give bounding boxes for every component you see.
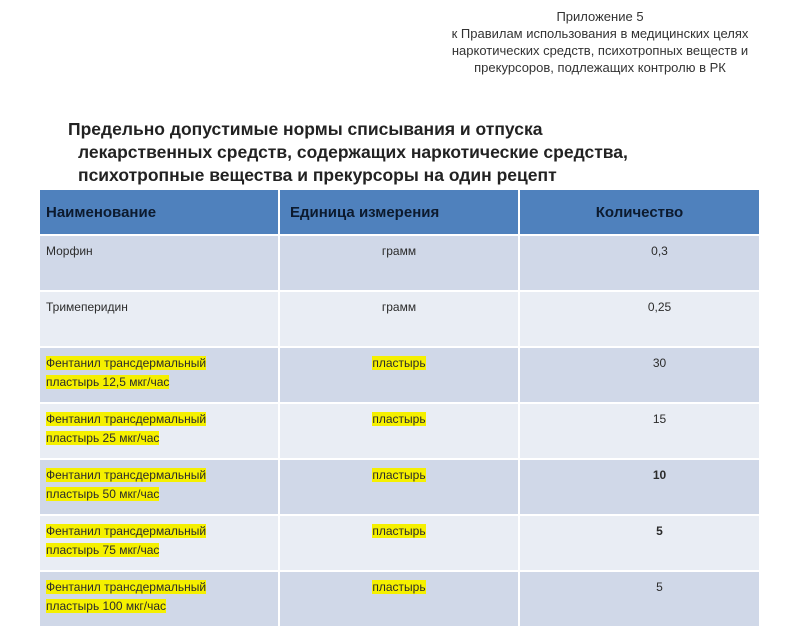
cell-quantity [519, 347, 759, 403]
cell-quantity [519, 515, 759, 571]
cell-name [40, 571, 279, 626]
quantity-text: 30 [652, 356, 667, 370]
quantity-text: 15 [652, 412, 667, 426]
title-line: Предельно допустимые нормы списывания и отпуска [68, 119, 543, 139]
table-row [40, 291, 759, 347]
cell-unit [279, 235, 519, 291]
cell-unit [279, 515, 519, 571]
cell-name [40, 459, 279, 515]
cell-quantity [519, 571, 759, 626]
name-text: пластырь 12,5 мкг/час [46, 375, 170, 389]
table-row [40, 571, 759, 626]
cell-name [40, 515, 279, 571]
cell-unit [279, 571, 519, 626]
appendix-line: к Правилам использования в медицинских целях [451, 26, 749, 41]
quantity-text: 10 [652, 468, 667, 482]
name-text: Фентанил трансдермальный [46, 524, 207, 538]
name-text: пластырь 50 мкг/час [46, 487, 160, 501]
cell-name [40, 291, 279, 347]
name-text: Морфин [46, 244, 93, 258]
unit-text: пластырь [372, 412, 426, 426]
quantity-text: 5 [656, 580, 663, 594]
title-line: лекарственных средств, содержащих наркотические средства, [78, 142, 628, 162]
cell-name [40, 403, 279, 459]
unit-text: пластырь [372, 580, 426, 594]
cell-quantity [519, 403, 759, 459]
name-text: Фентанил трансдермальный [46, 580, 207, 594]
name-text: Фентанил трансдермальный [46, 412, 207, 426]
cell-unit [279, 291, 519, 347]
column-header-unit: Единица измерения [279, 190, 519, 235]
appendix-line: прекурсоров, подлежащих контролю в РК [474, 60, 726, 75]
quantity-text: 0,25 [647, 300, 672, 314]
table-row [40, 403, 759, 459]
unit-text: грамм [381, 244, 417, 258]
quantity-text: 5 [656, 524, 663, 538]
unit-text: пластырь [372, 524, 426, 538]
table-row [40, 235, 759, 291]
appendix-line: Приложение 5 [556, 9, 644, 24]
name-text: Фентанил трансдермальный [46, 468, 207, 482]
title-line: психотропные вещества и прекурсоры на один рецепт [78, 165, 557, 185]
cell-quantity [519, 235, 759, 291]
page-title [68, 118, 768, 187]
norms-table [40, 190, 759, 626]
table-row [40, 515, 759, 571]
name-text: пластырь 75 мкг/час [46, 543, 160, 557]
column-header-quantity: Количество [519, 190, 759, 235]
appendix-line: наркотических средств, психотропных веществ и [451, 43, 749, 58]
cell-quantity [519, 291, 759, 347]
table-row [40, 459, 759, 515]
cell-unit [279, 403, 519, 459]
cell-unit [279, 459, 519, 515]
column-header-name: Наименование [40, 190, 279, 235]
appendix-note [400, 8, 800, 76]
unit-text: пластырь [372, 468, 426, 482]
name-text: пластырь 25 мкг/час [46, 431, 160, 445]
cell-name [40, 347, 279, 403]
table-row [40, 347, 759, 403]
name-text: Фентанил трансдермальный [46, 356, 207, 370]
cell-name [40, 235, 279, 291]
cell-quantity [519, 459, 759, 515]
unit-text: пластырь [372, 356, 426, 370]
name-text: Тримеперидин [46, 300, 128, 314]
table-header-row [40, 190, 759, 235]
name-text: пластырь 100 мкг/час [46, 599, 167, 613]
unit-text: грамм [381, 300, 417, 314]
quantity-text: 0,3 [651, 244, 668, 258]
cell-unit [279, 347, 519, 403]
